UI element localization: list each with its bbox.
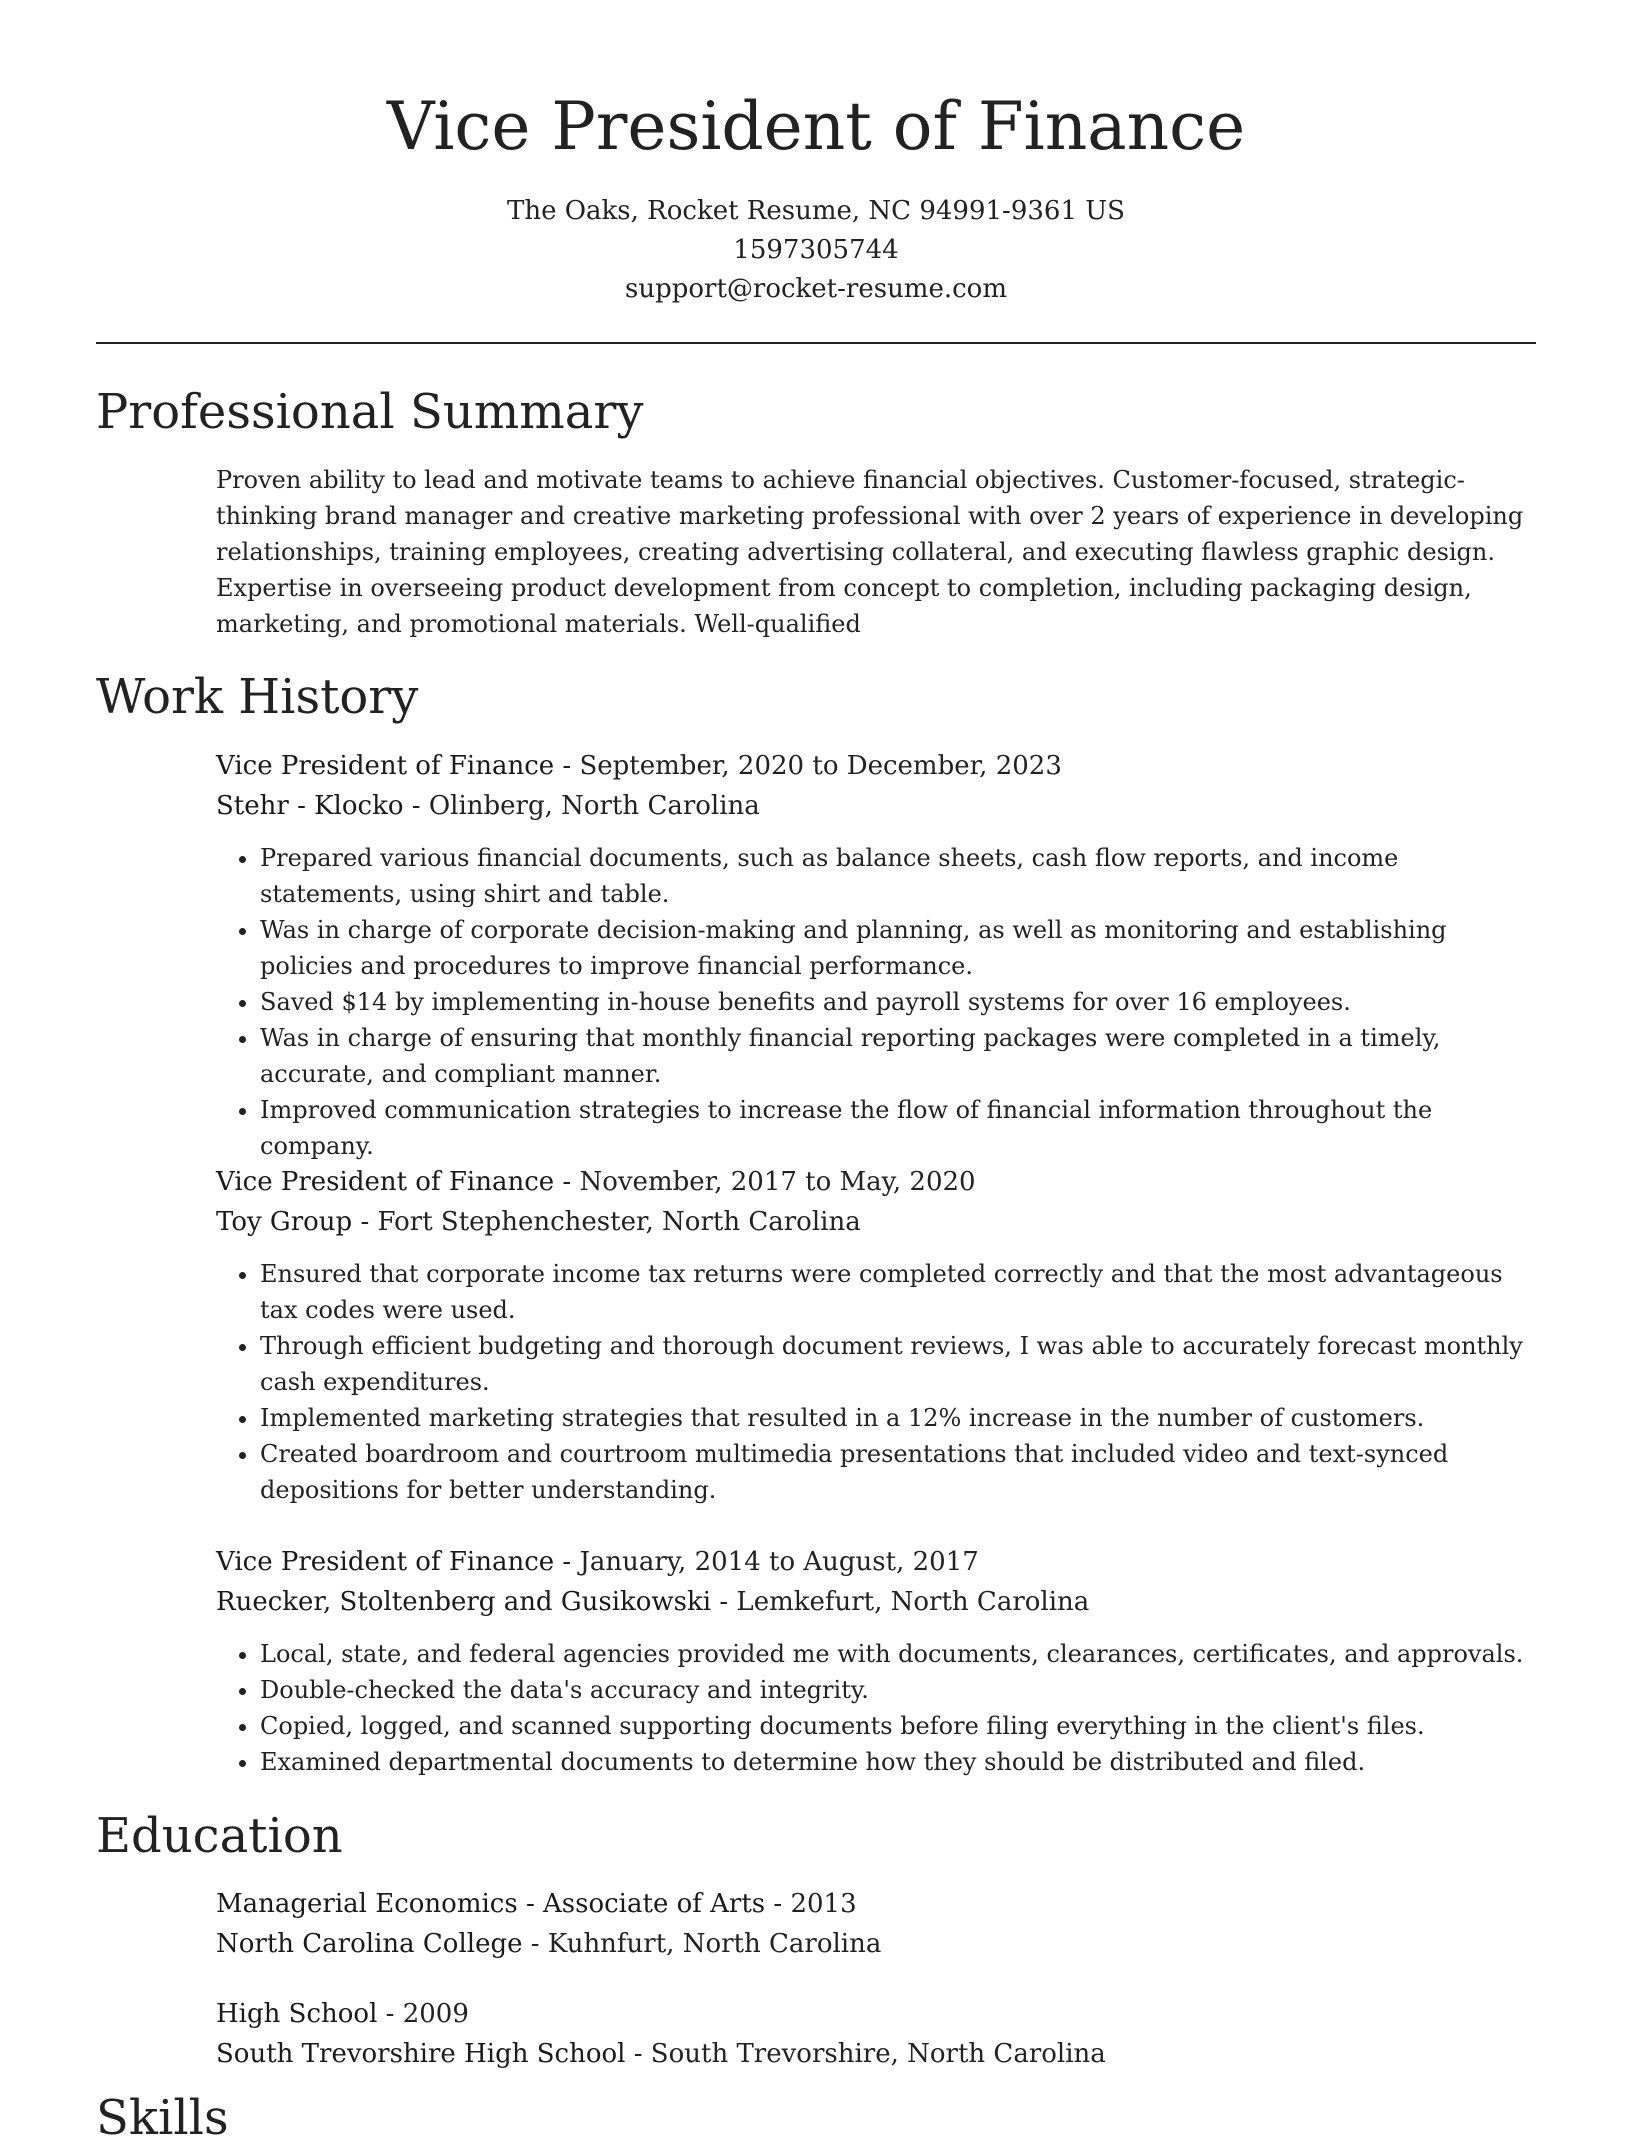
education-separator: - xyxy=(385,1999,403,2029)
education-separator: - xyxy=(773,1889,791,1919)
contact-phone: 1597305744 xyxy=(733,235,899,265)
job-bullets xyxy=(216,1256,1536,1508)
job-bullet: • Was in charge of corporate decision-making and planning, as well as monitoring and establishing policies and procedures to improve financial performance. xyxy=(260,912,1536,984)
education-year: 2009 xyxy=(402,1999,469,2029)
education-entry xyxy=(216,1994,1536,2074)
job-company: Stehr - Klocko xyxy=(216,791,404,821)
job-location: Olinberg, North Carolina xyxy=(428,791,760,821)
education-school-line xyxy=(216,2034,1536,2074)
job-dates: September, 2020 to December, 2023 xyxy=(579,751,1062,781)
job-bullet: • Ensured that corporate income tax returns were completed correctly and that the most advantageous tax codes were used. xyxy=(260,1256,1536,1328)
education-separator: - xyxy=(530,1929,548,1959)
education-separator: - xyxy=(633,2039,651,2069)
job-bullet: • Copied, logged, and scanned supporting documents before filing everything in the client's files. xyxy=(260,1708,1536,1744)
job-title-line xyxy=(216,1542,1536,1582)
header-divider xyxy=(96,342,1536,344)
job-bullet: • Improved communication strategies to increase the flow of financial information throughout the company. xyxy=(260,1092,1536,1164)
education-entry xyxy=(216,1884,1536,1964)
job-location: Fort Stephenchester, North Carolina xyxy=(377,1207,861,1237)
job-separator: - xyxy=(360,1207,378,1237)
job-bullet: • Created boardroom and courtroom multimedia presentations that included video and text-synced depositions for better understanding. xyxy=(260,1436,1536,1508)
job-company-line xyxy=(216,1582,1536,1622)
education-degree-line xyxy=(216,1884,1536,1924)
job-location: Lemkefurt, North Carolina xyxy=(736,1587,1090,1617)
job-title-line xyxy=(216,746,1536,786)
contact-address: The Oaks, Rocket Resume, NC 94991-9361 US xyxy=(506,196,1125,226)
job-bullet: • Prepared various financial documents, such as balance sheets, cash flow reports, and income statements, using shirt and table. xyxy=(260,840,1536,912)
job-bullets xyxy=(216,1636,1536,1780)
job-separator: - xyxy=(719,1587,737,1617)
summary-text: Proven ability to lead and motivate teams to achieve financial objectives. Customer-focused, strategic-thinking brand manager and creative marketing professional with over 2 years of experience in developing relationships, training employees, creating advertising collateral, and executing flawless graphic design. Expertise in overseeing product development from concept to completion, including packaging design, marketing, and promotional materials. Well-qualified xyxy=(216,466,1524,638)
resume-title: Vice President of Finance xyxy=(386,88,1246,165)
job-title: Vice President of Finance xyxy=(216,1547,555,1577)
job-entry xyxy=(216,1162,1536,1508)
job-dates: November, 2017 to May, 2020 xyxy=(579,1167,976,1197)
job-title-line xyxy=(216,1162,1536,1202)
work-history-heading: Work History xyxy=(96,669,419,725)
job-separator: - xyxy=(411,791,429,821)
job-title: Vice President of Finance xyxy=(216,1167,555,1197)
job-bullet: • Examined departmental documents to determine how they should be distributed and filed. xyxy=(260,1744,1536,1780)
education-school: South Trevorshire High School xyxy=(216,2039,626,2069)
education-location: South Trevorshire, North Carolina xyxy=(650,2039,1106,2069)
job-dates: January, 2014 to August, 2017 xyxy=(579,1547,979,1577)
job-separator: - xyxy=(562,1167,580,1197)
education-year: 2013 xyxy=(790,1889,857,1919)
job-bullet: • Was in charge of ensuring that monthly financial reporting packages were completed in a timely, accurate, and compliant manner. xyxy=(260,1020,1536,1092)
job-entry xyxy=(216,746,1536,1164)
job-bullet: • Local, state, and federal agencies provided me with documents, clearances, certificates, and approvals. xyxy=(260,1636,1536,1672)
education-degree-line xyxy=(216,1994,1536,2034)
education-degree: High School xyxy=(216,1999,378,2029)
job-bullet: • Double-checked the data's accuracy and integrity. xyxy=(260,1672,1536,1708)
job-company-line xyxy=(216,1202,1536,1242)
resume-header xyxy=(96,80,1536,309)
education-school: North Carolina College xyxy=(216,1929,523,1959)
job-company: Toy Group xyxy=(216,1207,353,1237)
education-location: Kuhnfurt, North Carolina xyxy=(547,1929,882,1959)
education-degree: Managerial Economics - Associate of Arts xyxy=(216,1889,766,1919)
job-separator: - xyxy=(562,751,580,781)
job-bullet: • Implemented marketing strategies that resulted in a 12% increase in the number of customers. xyxy=(260,1400,1536,1436)
contact-block xyxy=(96,192,1536,309)
education-school-line xyxy=(216,1924,1536,1964)
job-bullet: • Through efficient budgeting and thorough document reviews, I was able to accurately forecast monthly cash expenditures. xyxy=(260,1328,1536,1400)
skills-heading: Skills xyxy=(96,2090,229,2146)
job-entry xyxy=(216,1542,1536,1780)
job-company-line xyxy=(216,786,1536,826)
contact-email: support@rocket-resume.com xyxy=(624,274,1007,304)
summary-heading: Professional Summary xyxy=(96,384,644,440)
job-bullets xyxy=(216,840,1536,1164)
job-company: Ruecker, Stoltenberg and Gusikowski xyxy=(216,1587,712,1617)
job-separator: - xyxy=(562,1547,580,1577)
education-heading: Education xyxy=(96,1808,343,1864)
job-title: Vice President of Finance xyxy=(216,751,555,781)
job-bullet: • Saved $14 by implementing in-house benefits and payroll systems for over 16 employees. xyxy=(260,984,1536,1020)
